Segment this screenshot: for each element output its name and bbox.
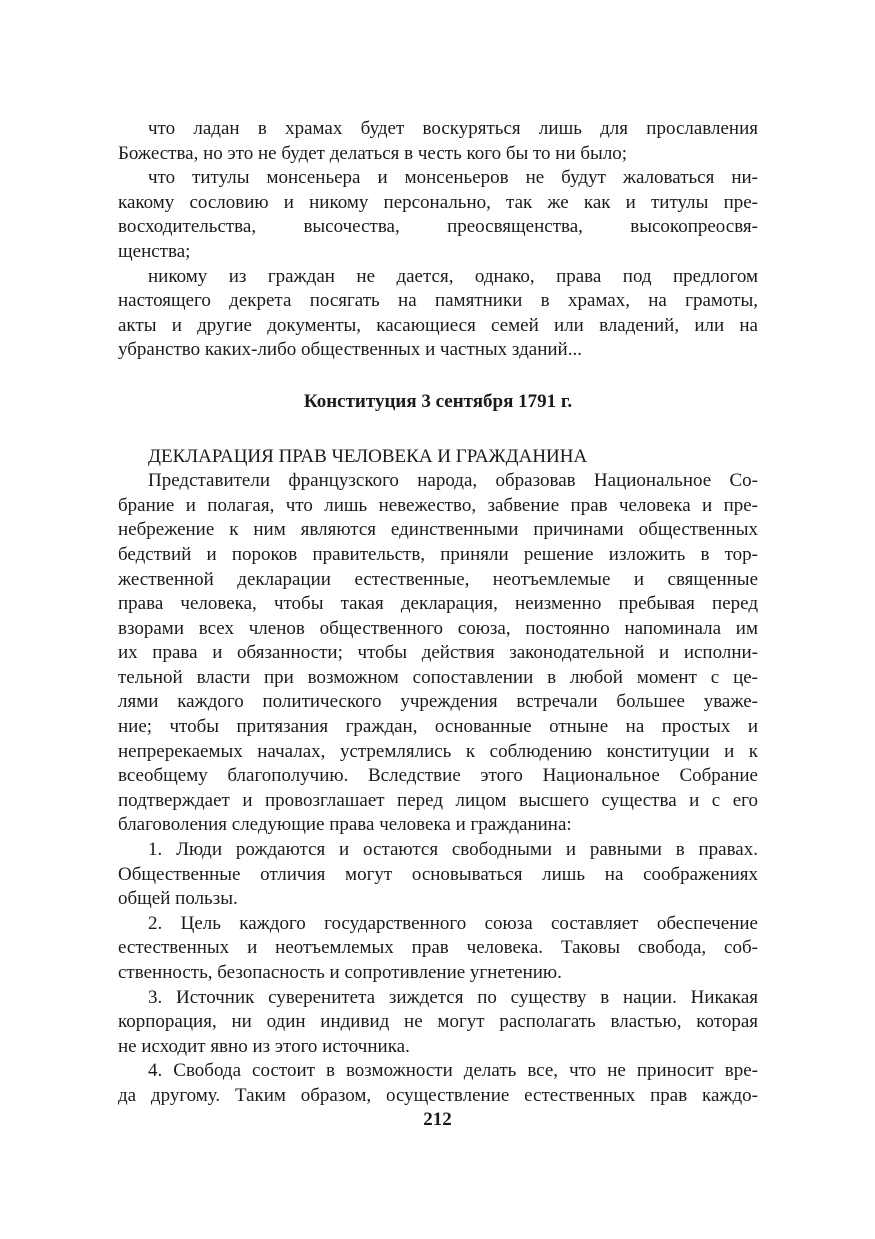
- text-line: лями каждого политического учреждения встречали большее уваже-: [118, 691, 758, 713]
- text-line: 3. Источник суверенитета зиждется по существу в нации. Никакая: [148, 986, 758, 1008]
- section-heading: Конституция 3 сентября 1791 г.: [303, 390, 573, 412]
- text-line: что титулы монсеньера и монсеньеров не будут жаловаться ни-: [148, 167, 758, 189]
- text-line: настоящего декрета посягать на памятники в храмах, на грамоты,: [118, 290, 758, 312]
- text-line: тельной власти при возможном сопоставлении в любой момент с це-: [118, 666, 758, 688]
- page-number: 212: [423, 1109, 452, 1130]
- text-line: Представители французского народа, образовав Национальное Со-: [148, 470, 758, 492]
- text-line: 4. Свобода состоит в возможности делать все, что не приносит вре-: [148, 1060, 758, 1082]
- text-line: да другому. Таким образом, осуществление естественных прав каждо-: [118, 1084, 758, 1106]
- declaration-text: [118, 469, 758, 1108]
- text-line: не исходит явно из этого источника.: [118, 1035, 410, 1057]
- text-line: корпорация, ни один индивид не могут располагать властью, которая: [118, 1011, 758, 1033]
- declaration-title: ДЕКЛАРАЦИЯ ПРАВ ЧЕЛОВЕКА И ГРАЖДАНИНА: [148, 445, 588, 467]
- text-line: права человека, чтобы такая декларация, неизменно пребывая перед: [118, 593, 758, 615]
- text-line: никому из граждан не дается, однако, права под предлогом: [148, 265, 758, 287]
- text-line: Божества, но это не будет делаться в честь кого бы то ни было;: [118, 142, 628, 164]
- text-line: ние; чтобы притязания граждан, основанные отныне на простых и: [118, 716, 758, 738]
- text-line: ственность, безопасность и сопротивление угнетению.: [118, 962, 562, 983]
- text-line: восходительства, высочества, преосвященства, высокопреосвя-: [118, 216, 758, 238]
- text-line: брание и полагая, что лишь невежество, забвение прав человека и пре-: [118, 494, 758, 516]
- text-line: общей пользы.: [118, 888, 238, 910]
- text-line: жественной декларации естественные, неотъемлемые и священные: [118, 568, 758, 590]
- text-line: их права и обязанности; чтобы действия законодательной и исполни-: [118, 642, 758, 664]
- text-line: щенства;: [118, 240, 191, 262]
- text-line: 1. Люди рождаются и остаются свободными и равными в правах.: [148, 839, 758, 861]
- text-line: взорами всех членов общественного союза, постоянно напоминала им: [118, 617, 758, 639]
- text-line: 2. Цель каждого государственного союза составляет обеспечение: [148, 912, 758, 934]
- text-line: какому сословию и никому персонально, так же как и титулы пре-: [118, 191, 758, 213]
- decree-excerpt: [118, 117, 758, 363]
- text-line: естественных и неотъемлемых прав человека. Таковы свобода, соб-: [118, 937, 758, 959]
- text-line: акты и другие документы, касающиеся семей или владений, или на: [118, 314, 758, 336]
- text-line: Общественные отличия могут основываться лишь на соображениях: [118, 863, 758, 885]
- text-line: всеобщему благополучию. Вследствие этого Национальное Собрание: [118, 765, 758, 787]
- text-line: бедствий и пороков правительств, приняли решение изложить в тор-: [118, 543, 758, 565]
- text-line: благоволения следующие права человека и гражданина:: [118, 814, 572, 836]
- text-line: подтверждает и провозглашает перед лицом высшего существа и с его: [118, 789, 758, 811]
- text-line: небрежение к ним являются единственными причинами общественных: [118, 519, 758, 541]
- text-line: непререкаемых началах, устремлялись к соблюдению конституции и к: [118, 740, 758, 762]
- page-body: [118, 117, 758, 1109]
- text-line: убранство каких-либо общественных и частных зданий...: [118, 339, 582, 361]
- text-line: что ладан в храмах будет воскуряться лишь для прославления: [148, 118, 758, 139]
